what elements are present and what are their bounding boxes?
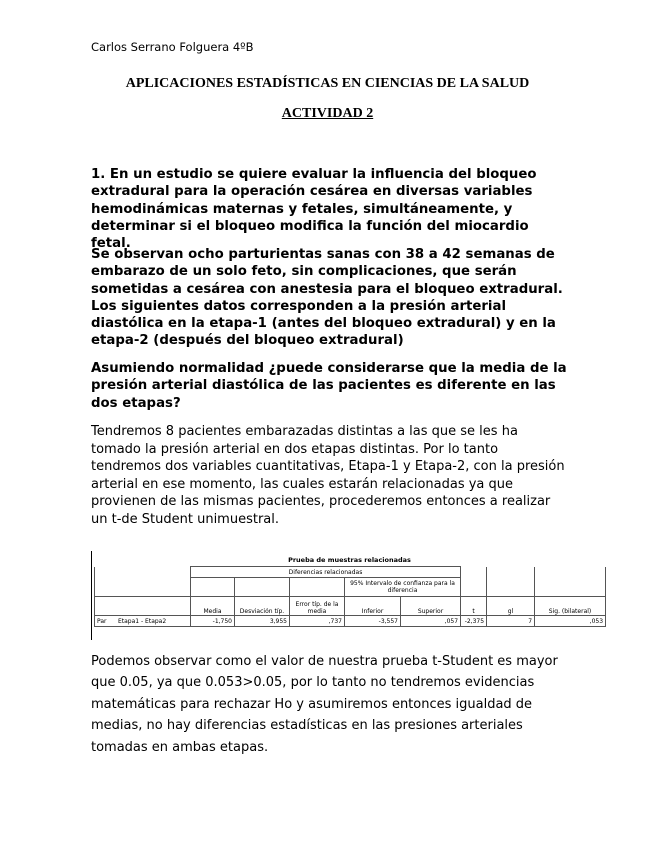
col-header-t: t — [461, 597, 487, 616]
cell-media: -1,750 — [191, 616, 235, 627]
empty-cell — [290, 578, 345, 597]
col-header-error: Error típ. de la media — [290, 597, 345, 616]
empty-cell — [535, 567, 606, 578]
cell-superior: ,057 — [401, 616, 461, 627]
col-header-superior: Superior — [401, 597, 461, 616]
empty-cell — [95, 597, 191, 616]
empty-cell — [95, 578, 191, 597]
row-pair: Etapa1 - Etapa2 — [117, 617, 167, 625]
col-header-desv: Desviación típ. — [235, 597, 290, 616]
document-subtitle: ACTIVIDAD 2 — [281, 106, 374, 121]
answer-paragraph-2: Podemos observar como el valor de nuestra prueba t-Student es mayor que 0.05, ya que 0.053>0.05, por lo tanto no tendremos evidencias matemáticas para rechazar Ho y asumiremos entonces igualdad de medias, no hay diferencias estadísticas en las presiones arteriales tomadas en ambas etapas. — [91, 654, 558, 755]
question-paragraph-3: Asumiendo normalidad ¿puede considerarse que la media de la presión arterial diastólica de las pacientes es diferente en las dos etapas? — [91, 361, 567, 411]
col-header-gl: gl — [487, 597, 535, 616]
answer-paragraph-1: Tendremos 8 pacientes embarazadas distintas a las que se les ha tomado la presión arterial en dos etapas distintas. Por lo tanto tendremos dos variables cuantitativas, Etapa-1 y Etapa-2, con la presión arterial en ese momento, las cuales estarán relacionadas ya que provienen de las mismas pacientes, procederemos entonces a realizar un t-de Student unimuestral. — [91, 424, 565, 527]
table-row — [95, 616, 606, 627]
empty-cell — [95, 567, 191, 578]
cell-error: ,737 — [290, 616, 345, 627]
document-title: APLICACIONES ESTADÍSTICAS EN CIENCIAS DE LA SALUD — [125, 76, 530, 91]
ci-header: 95% Intervalo de confianza para la diferencia — [345, 578, 461, 597]
results-table — [94, 566, 606, 627]
group-header: Diferencias relacionadas — [191, 567, 461, 578]
paired-samples-test-table — [91, 551, 607, 640]
empty-cell — [487, 567, 535, 578]
row-par: Par — [97, 617, 107, 625]
cell-inferior: -3,557 — [345, 616, 401, 627]
col-header-inferior: Inferior — [345, 597, 401, 616]
empty-cell — [191, 578, 235, 597]
cell-desv: 3,955 — [235, 616, 290, 627]
question-paragraph-1: 1. En un estudio se quiere evaluar la influencia del bloqueo extradural para la operación cesárea en diversas variables hemodinámicas maternas y fetales, simultáneamente, y determinar si el bloqueo modifica la función del miocardio fetal. — [91, 167, 537, 252]
col-header-sig: Sig. (bilateral) — [535, 597, 606, 616]
row-label — [95, 616, 191, 627]
question-paragraph-2: Se observan ocho parturientas sanas con 38 a 42 semanas de embarazo de un solo feto, sin complicaciones, que serán sometidas a cesárea con anestesia para el bloqueo extradural. Los siguientes datos corresponden a la presión arterial diastólica en la etapa-1 (antes del bloqueo extradural) y en la etapa-2 (después del bloqueo extradural) — [91, 247, 563, 349]
empty-cell — [487, 578, 535, 597]
cell-sig: ,053 — [535, 616, 606, 627]
cell-gl: 7 — [487, 616, 535, 627]
empty-cell — [235, 578, 290, 597]
cell-t: -2,375 — [461, 616, 487, 627]
empty-cell — [535, 578, 606, 597]
empty-cell — [461, 567, 487, 578]
col-header-media: Media — [191, 597, 235, 616]
table-title: Prueba de muestras relacionadas — [288, 556, 411, 564]
empty-cell — [461, 578, 487, 597]
author-name: Carlos Serrano Folguera 4ºB — [91, 40, 254, 54]
